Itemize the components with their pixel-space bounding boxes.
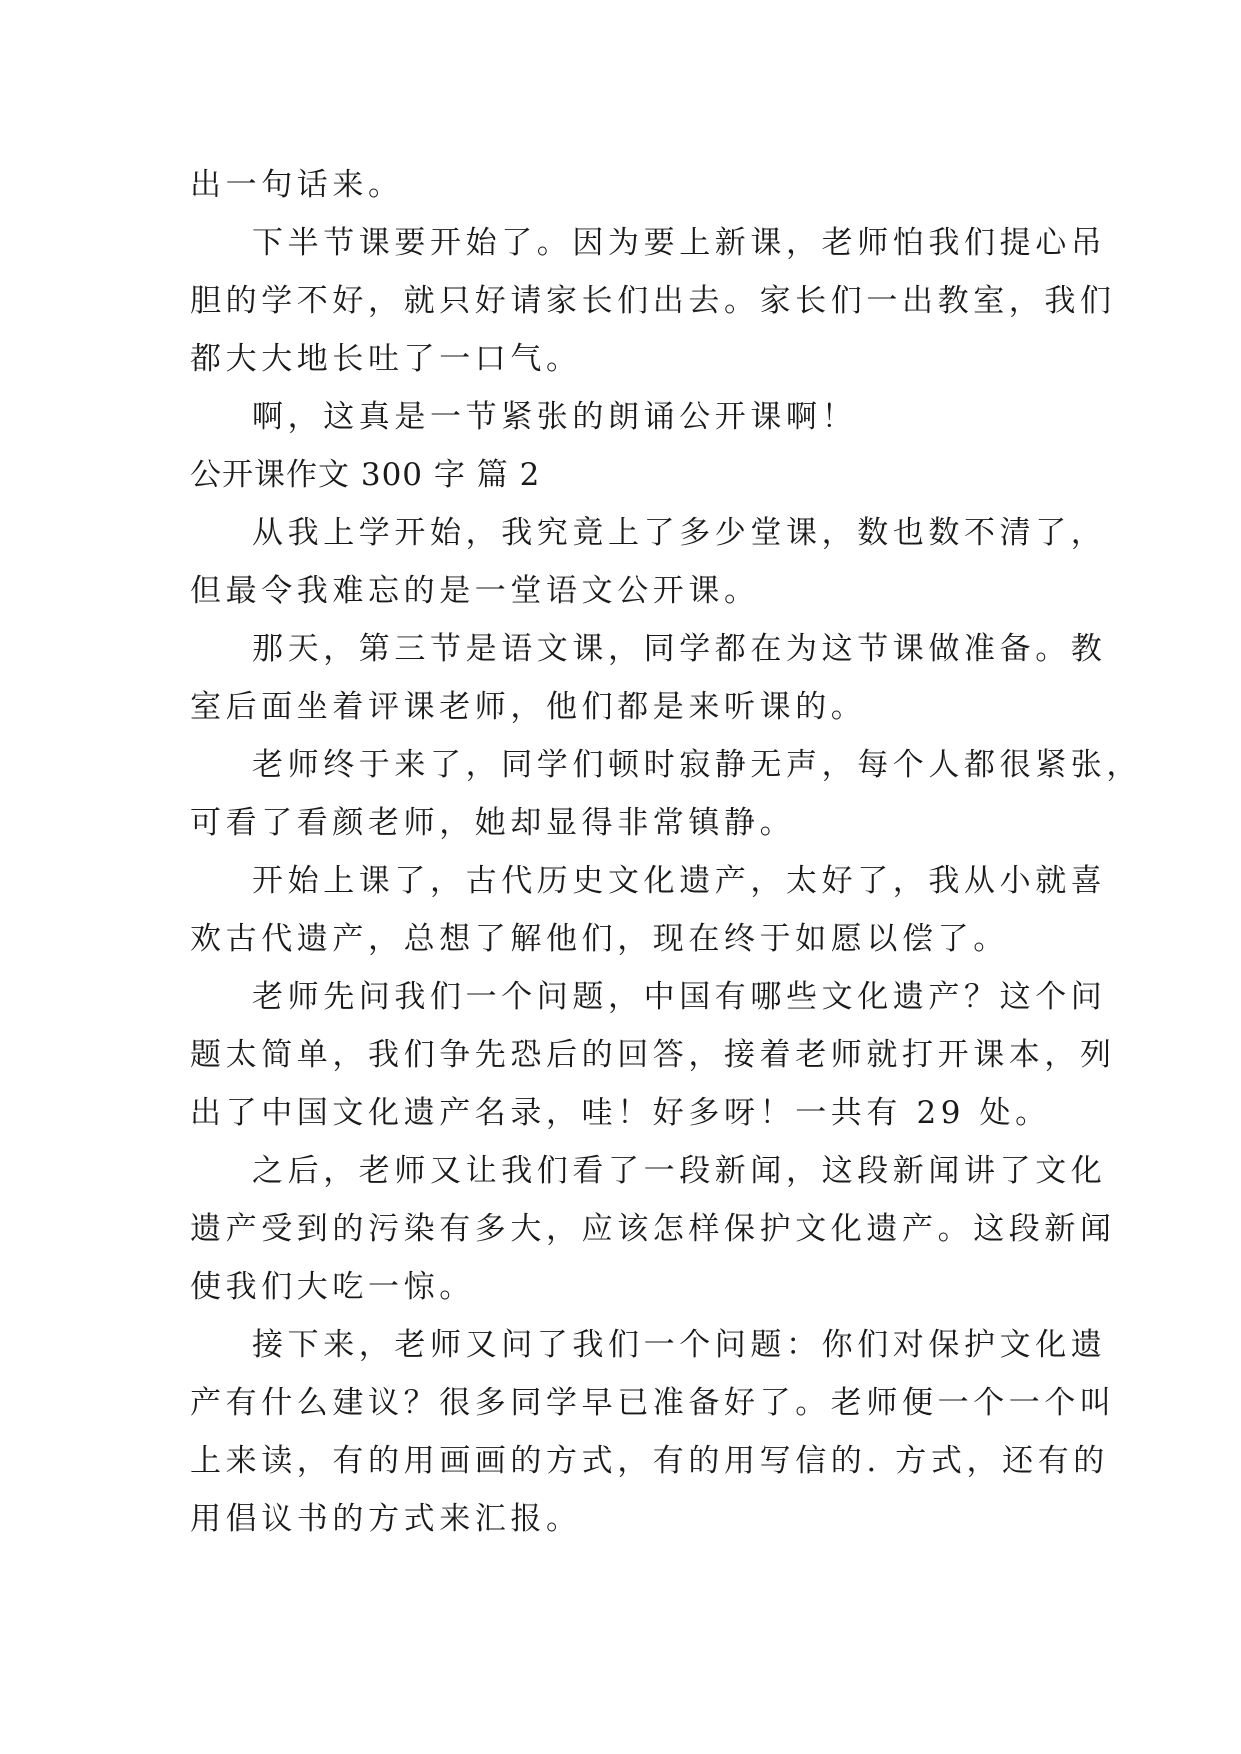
text-line: 欢古代遗产，总想了解他们，现在终于如愿以偿了。 — [190, 921, 1009, 957]
text-line: 题太简单，我们争先恐后的回答，接着老师就打开课本，列 — [190, 1037, 1116, 1073]
paragraph-first-line: 开始上课了，古代历史文化遗产，太好了，我从小就喜 — [252, 863, 1107, 899]
paragraph-first-line: 啊，这真是一节紧张的朗诵公开课啊！ — [252, 399, 858, 435]
text-line: 可看了看颜老师，她却显得非常镇静。 — [190, 805, 796, 841]
text-line: 遗产受到的污染有多大，应该怎样保护文化遗产。这段新闻 — [190, 1211, 1116, 1247]
text-line: 都大大地长吐了一口气。 — [190, 341, 582, 377]
text-line: 但最令我难忘的是一堂语文公开课。 — [190, 573, 760, 609]
paragraph-first-line: 老师先问我们一个问题，中国有哪些文化遗产？这个问 — [252, 979, 1107, 1015]
text-line: 胆的学不好，就只好请家长们出去。家长们一出教室，我们 — [190, 283, 1116, 319]
text-line: 用倡议书的方式来汇报。 — [190, 1501, 582, 1537]
text-line: 上来读，有的用画画的方式，有的用写信的. 方式，还有的 — [190, 1443, 1109, 1479]
text-line: 使我们大吃一惊。 — [190, 1269, 475, 1305]
paragraph-first-line: 老师终于来了，同学们顿时寂静无声，每个人都很紧张， — [252, 747, 1142, 783]
paragraph-first-line: 那天，第三节是语文课，同学都在为这节课做准备。教 — [252, 631, 1107, 667]
text-line: 出一句话来。 — [190, 167, 404, 203]
text-line: 产有什么建议？很多同学早已准备好了。老师便一个一个叫 — [190, 1385, 1116, 1421]
paragraph-first-line: 下半节课要开始了。因为要上新课，老师怕我们提心吊 — [252, 225, 1107, 261]
text-line: 出了中国文化遗产名录，哇！好多呀！一共有 29 处。 — [190, 1095, 1051, 1131]
section-heading: 公开课作文 300 字 篇 2 — [190, 457, 541, 493]
paragraph-first-line: 接下来，老师又问了我们一个问题：你们对保护文化遗 — [252, 1327, 1107, 1363]
paragraph-first-line: 之后，老师又让我们看了一段新闻，这段新闻讲了文化 — [252, 1153, 1107, 1189]
paragraph-first-line: 从我上学开始，我究竟上了多少堂课，数也数不清了， — [252, 515, 1107, 551]
text-line: 室后面坐着评课老师，他们都是来听课的。 — [190, 689, 867, 725]
